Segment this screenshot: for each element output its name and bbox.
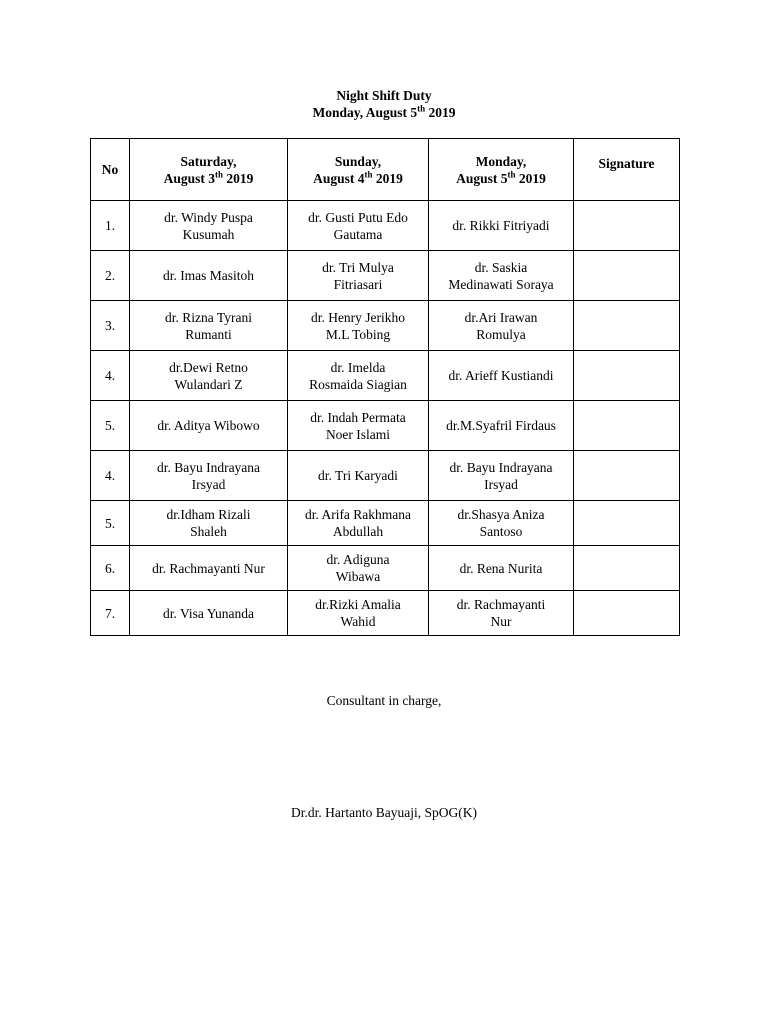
cell-text: dr. Adiguna: [326, 552, 390, 567]
table-row: [91, 301, 680, 351]
header-monday-year: 2019: [515, 170, 546, 186]
cell-text: Noer Islami: [325, 426, 391, 442]
header-saturday: [130, 139, 288, 201]
table-row: [91, 546, 680, 591]
cell-saturday: [130, 201, 288, 251]
cell-text: dr. Imas Masitoh: [162, 268, 255, 283]
table-row: [91, 401, 680, 451]
cell-saturday: [130, 351, 288, 401]
cell-text: dr. Arifa Rakhmana: [304, 507, 412, 522]
cell-text: dr.Idham Rizali: [166, 507, 251, 522]
cell-signature: [574, 401, 680, 451]
cell-no: 3.: [91, 301, 130, 351]
cell-saturday: [130, 401, 288, 451]
cell-signature: [574, 201, 680, 251]
header-monday: [429, 139, 574, 201]
header-saturday-day: Saturday,: [180, 153, 237, 169]
cell-signature: [574, 451, 680, 501]
cell-text: dr.Dewi Retno: [169, 359, 248, 375]
header-monday-day: Monday,: [475, 153, 527, 169]
cell-signature: [574, 301, 680, 351]
cell-text: dr. Saskia: [474, 259, 528, 275]
cell-text: Wibawa: [335, 569, 381, 584]
cell-text: Abdullah: [332, 524, 384, 539]
header-monday-date: August 5: [456, 170, 508, 186]
table-body: [91, 201, 680, 636]
header-sunday: [288, 139, 429, 201]
duty-table: [90, 138, 680, 636]
cell-signature: [574, 546, 680, 591]
subtitle-suffix: 2019: [425, 105, 456, 120]
document-title: Night Shift Duty: [336, 88, 432, 103]
cell-text: dr.Rizki Amalia: [315, 597, 401, 612]
cell-monday: [429, 251, 574, 301]
cell-sunday: [288, 501, 429, 546]
consultant-label: Consultant in charge,: [326, 693, 442, 708]
cell-text: Wahid: [340, 614, 376, 629]
signer-name: Dr.dr. Hartanto Bayuaji, SpOG(K): [291, 805, 477, 820]
header-monday-sup: th: [507, 169, 516, 179]
table-header-row: [91, 139, 680, 201]
cell-sunday: [288, 201, 429, 251]
cell-text: dr. Aditya Wibowo: [157, 418, 260, 433]
cell-text: dr.Shasya Aniza: [457, 507, 545, 522]
cell-text: dr. Gusti Putu Edo: [308, 209, 408, 225]
header-saturday-date: August 3: [163, 170, 215, 186]
cell-no: 1.: [91, 201, 130, 251]
cell-monday: [429, 351, 574, 401]
cell-text: Nur: [490, 614, 512, 629]
cell-text: dr. Bayu Indrayana: [156, 459, 261, 475]
cell-no: 2.: [91, 251, 130, 301]
cell-text: dr. Tri Mulya: [322, 259, 394, 275]
cell-no: 7.: [91, 591, 130, 636]
cell-text: dr. Henry Jerikho: [310, 309, 406, 325]
cell-text: Shaleh: [190, 524, 227, 539]
cell-saturday: [130, 451, 288, 501]
cell-text: dr. Indah Permata: [310, 409, 406, 425]
cell-signature: [574, 501, 680, 546]
subtitle-prefix: Monday, August 5: [312, 105, 418, 120]
cell-text: dr.Ari Irawan: [464, 309, 538, 325]
cell-sunday: [288, 451, 429, 501]
cell-text: Gautama: [333, 226, 383, 242]
cell-no: 6.: [91, 546, 130, 591]
cell-monday: [429, 401, 574, 451]
cell-text: dr. Rizna Tyrani: [165, 309, 252, 325]
cell-text: Kusumah: [182, 226, 235, 242]
document-subtitle: [0, 104, 768, 121]
cell-saturday: [130, 546, 288, 591]
cell-sunday: [288, 351, 429, 401]
cell-saturday: [130, 591, 288, 636]
table-row: [91, 201, 680, 251]
cell-monday: [429, 501, 574, 546]
cell-text: Medinawati Soraya: [448, 276, 554, 292]
cell-signature: [574, 591, 680, 636]
table-row: [91, 591, 680, 636]
header-sunday-sup: th: [364, 169, 373, 179]
cell-text: M.L Tobing: [325, 326, 391, 342]
cell-text: dr. Windy Puspa: [164, 209, 253, 225]
header-no: No: [91, 139, 130, 201]
header-sunday-day: Sunday,: [334, 153, 382, 169]
cell-monday: [429, 301, 574, 351]
cell-sunday: [288, 546, 429, 591]
cell-saturday: [130, 251, 288, 301]
header-sunday-year: 2019: [372, 170, 403, 186]
cell-text: dr.M.Syafril Firdaus: [446, 418, 556, 433]
cell-text: Santoso: [479, 524, 523, 539]
header-signature: Signature: [574, 139, 680, 201]
cell-sunday: [288, 401, 429, 451]
cell-text: dr. Rena Nurita: [459, 560, 543, 576]
cell-monday: [429, 451, 574, 501]
cell-text: dr. Rachmayanti: [456, 597, 546, 612]
cell-text: dr. Imelda: [330, 359, 386, 375]
cell-saturday: [130, 301, 288, 351]
cell-text: Rosmaida Siagian: [309, 376, 407, 392]
cell-signature: [574, 251, 680, 301]
cell-text: Romulya: [476, 326, 526, 342]
cell-monday: [429, 201, 574, 251]
cell-text: dr. Tri Karyadi: [318, 468, 398, 483]
cell-no: 4.: [91, 351, 130, 401]
table-row: [91, 251, 680, 301]
cell-text: Fitriasari: [333, 276, 383, 292]
subtitle-sup: th: [417, 103, 426, 114]
table-row: [91, 451, 680, 501]
cell-text: dr. Visa Yunanda: [162, 605, 255, 621]
cell-monday: [429, 546, 574, 591]
cell-text: Wulandari Z: [174, 376, 243, 392]
cell-sunday: [288, 301, 429, 351]
header-saturday-sup: th: [215, 169, 224, 179]
cell-text: dr. Rikki Fitriyadi: [452, 218, 550, 233]
cell-text: dr. Rachmayanti Nur: [152, 560, 265, 576]
header-sunday-date: August 4: [313, 170, 365, 186]
cell-signature: [574, 351, 680, 401]
cell-saturday: [130, 501, 288, 546]
cell-text: Irsyad: [484, 476, 518, 492]
cell-text: Rumanti: [185, 326, 232, 342]
cell-sunday: [288, 591, 429, 636]
cell-no: 5.: [91, 401, 130, 451]
header-saturday-year: 2019: [223, 170, 254, 186]
cell-text: dr. Bayu Indrayana: [449, 459, 553, 475]
document-heading: [0, 87, 768, 121]
table-row: [91, 501, 680, 546]
cell-monday: [429, 591, 574, 636]
table-row: [91, 351, 680, 401]
cell-text: dr. Arieff Kustiandi: [448, 368, 554, 383]
cell-no: 4.: [91, 451, 130, 501]
cell-text: Irsyad: [191, 476, 226, 492]
cell-no: 5.: [91, 501, 130, 546]
cell-sunday: [288, 251, 429, 301]
